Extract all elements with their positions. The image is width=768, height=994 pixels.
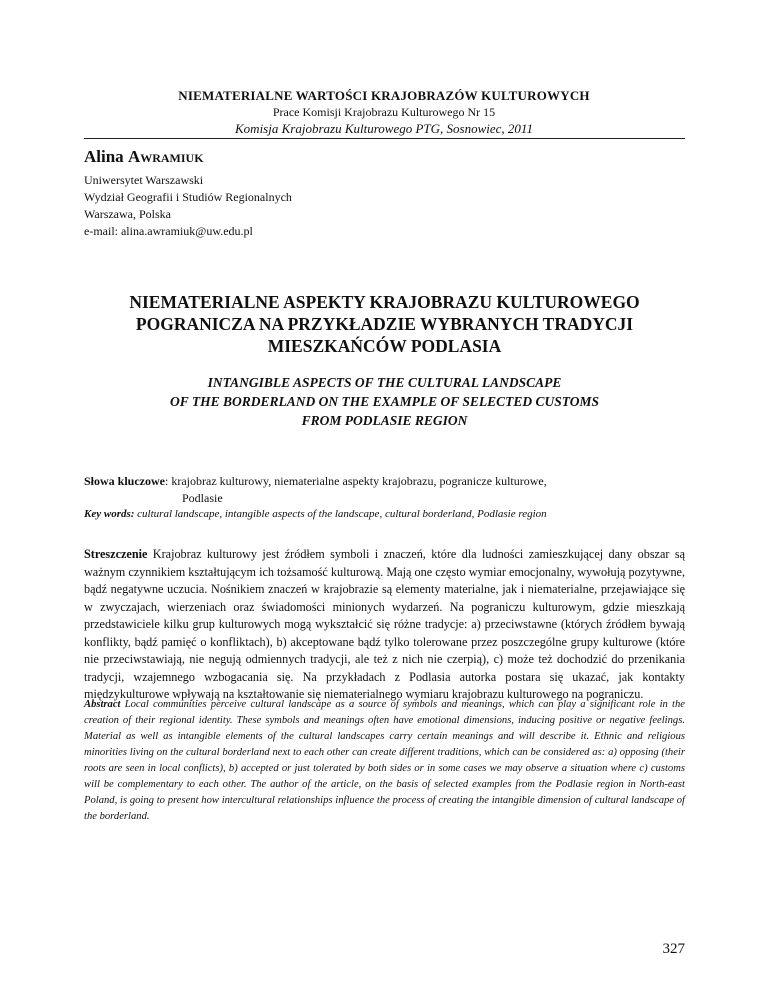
keywords-en-text: cultural landscape, intangible aspects of the landscape, cultural borderland, Podlasie region: [134, 508, 547, 520]
title-en-line: FROM PODLASIE REGION: [301, 413, 468, 428]
author-name: [84, 147, 204, 167]
author-first-name: Alina: [84, 147, 124, 166]
abstract-en-text: Local communities perceive cultural landscape as a source of symbols and meanings, which can play a significant role in the creation of their regional identity. These symbols and meanings often have emotional dimensions, inducing positive or negative feelings. Material as well as intangible elements of the cultural landscapes carry certain meanings and will describe it. Ethnic and religious minorities living on the cultural borderland next to each other can create different traditions, which can be considered as: a) opposing (their roots are seen in local conflicts), b) accepted or just tolerated by both sides or in some cases we may observe a situation where c) customs will be complementary to each other. The author of the article, on the basis of selected examples from the Podlasie region in North-east Poland, is going to present how intercultural relationships influence the process of creating the intangible dimension of cultural landscape of the borderland.: [84, 699, 685, 822]
author-last-name: Awramiuk: [127, 147, 204, 166]
series-line: Prace Komisji Krajobrazu Kulturowego Nr 15: [272, 105, 496, 119]
affiliation-city: Warszawa, Polska: [84, 207, 172, 221]
keywords-pl-text: : krajobraz kulturowy, niematerialne aspekty krajobrazu, pogranicze kulturowe,: [165, 474, 547, 488]
publisher-line: Komisja Krajobrazu Kulturowego PTG, Sosnowiec, 2011: [235, 121, 533, 136]
abstract-en-label: Abstract: [84, 699, 121, 710]
abstract-polish: [84, 546, 685, 704]
article-title-english: [84, 373, 685, 430]
keywords-polish: [84, 473, 685, 507]
title-en-line: OF THE BORDERLAND ON THE EXAMPLE OF SELECTED CUSTOMS: [169, 394, 600, 409]
title-pl-line: NIEMATERIALNE ASPEKTY KRAJOBRAZU KULTUROWEGO: [129, 292, 640, 312]
abstract-pl-text: Krajobraz kulturowy jest źródłem symboli i znaczeń, które dla ludności zamieszkującej dany obszar są ważnym czynnikiem kształtującym ich tożsamość kulturową. Mają one często wymiar emocjonalny, wywołują pozytywne, bądź negatywne uczucia. Nośnikiem znaczeń w krajobrazie są elementy materialne, jak i niematerialne, przejawiające się w zwyczajach, wierzeniach oraz świadomości minionych wydarzeń. Na pograniczu kulturowym, gdzie mieszkają przedstawiciele kilku grup kulturowych mogą wykształcić się różne tradycje: a) przeciwstawne (których źródłem bywają konflikty, bądź pamięć o konfliktach), b) akceptowane bądź tylko tolerowane przez poszczególne grupy kulturowe (które nie przeciwstawiają, nie negują odmiennych tradycji, ale też z nich nie czerpią), c) może też dochodzić do przenikania tradycji, wzajemnego wzbogacania się. Na przykładach z Podlasia autorka postara się ukazać, jak kontakty międzykulturowe wpływają na kształtowanie się niematerialnego wymiaru krajobrazu kulturowego na pograniczu.: [84, 547, 685, 701]
keywords-en-label: Key words:: [84, 508, 135, 520]
header-rule: [84, 138, 685, 139]
page-number: 327: [662, 941, 685, 957]
keywords-pl-continuation: Podlasie: [182, 491, 223, 505]
abstract-pl-label: Streszczenie: [84, 547, 148, 561]
keywords-english: [84, 508, 685, 520]
title-pl-line: POGRANICZA NA PRZYKŁADZIE WYBRANYCH TRADYCJI: [135, 314, 634, 334]
journal-title: NIEMATERIALNE WARTOŚCI KRAJOBRAZÓW KULTUROWYCH: [178, 88, 590, 103]
affiliation-email: e-mail: alina.awramiuk@uw.edu.pl: [84, 224, 253, 238]
affiliation-university: Uniwersytet Warszawski: [84, 173, 204, 187]
abstract-english: [84, 697, 685, 825]
keywords-pl-label: Słowa kluczowe: [84, 474, 165, 488]
affiliation-faculty: Wydział Geografii i Studiów Regionalnych: [84, 190, 292, 204]
article-title-polish: [84, 291, 685, 357]
title-pl-line: MIESZKAŃCÓW PODLASIA: [267, 336, 502, 356]
title-en-line: INTANGIBLE ASPECTS OF THE CULTURAL LANDSCAPE: [207, 375, 562, 390]
